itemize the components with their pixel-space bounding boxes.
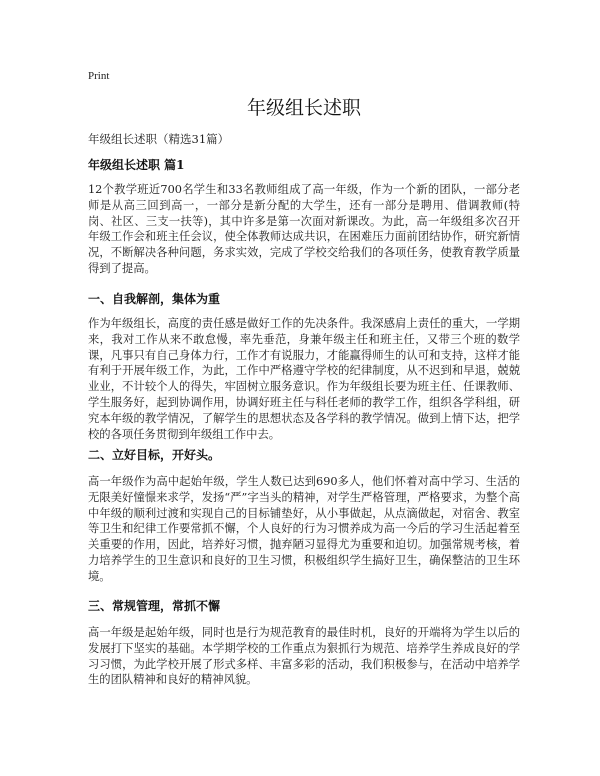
section-body-2: 高一年级作为高中起始年级，学生人数已达到690多人，他们怀着对高中学习、生活的无限美好憧憬来求学，发扬“严”字当头的精神，对学生严格管理，严格要求，为整个高中年级的顺利过渡和实现自己的目标铺垫好，从小事做起，从点滴做起，对宿舍、教室等卫生和纪律工作要常抓不懈，个人良好的行为习惯养成为高一今后的学习生活起着至关重要的作用，因此，培养好习惯，抛弃陋习显得尤为重要和迫切。加强常规考核，着力培养学生的卫生意识和良好的卫生习惯，积极组织学生搞好卫生，确保整洁的卫生环境。 (88, 475, 520, 583)
page-title: 年级组长述职 (246, 97, 361, 119)
section-heading-1: 一、自我解剖，集体为重 (88, 292, 221, 306)
section-body-1: 作为年级组长，高度的责任感是做好工作的先决条件。我深感肩上责任的重大，一学期来，我对工作从来不敢怠慢，率先垂范，身兼年级主任和班主任，又带三个班的数学课，凡事只有自己身体力行，工作才有说服力，才能赢得师生的认可和支持，这样才能有利于开展年级工作，为此，工作中严格遵守学校的纪律制度，从不迟到和早退，兢兢业业，不计较个人的得失，牢固树立服务意识。作为年级组长要为班主任、任课教师、学生服务好，起到协调作用，协调好班主任与科任老师的教学工作，组织各学科组，研究本年级的教学情况，了解学生的思想状态及各学科的教学情况。做到上情下达，把学校的各项任务贯彻到年级组工作中去。 (88, 317, 520, 441)
section-heading-2: 二、立好目标，开好头。 (88, 448, 221, 462)
intro-paragraph: 12个教学班近700名学生和33名教师组成了高一年级，作为一个新的团队，一部分老师是从高三回到高一，一部分是新分配的大学生，还有一部分是聘用、借调教师(特岗、社区、三支一扶等)，其中许多是第一次面对新课改。为此，高一年级组多次召开年级工作会和班主任会议，使全体教师达成共识，在困难压力面前团结协作，研究新情况，不断解决各种问题，务求实效，完成了学校交给我们的各项任务，使教育教学质量得到了提高。 (88, 183, 520, 275)
document-subtitle: 年级组长述职（精选31篇） (88, 132, 230, 146)
section-body-3: 高一年级是起始年级，同时也是行为规范教育的最佳时机，良好的开端将为学生以后的发展打下坚实的基础。本学期学校的工作重点为狠抓行为规范、培养学生养成良好的学习习惯，为此学校开展了形式多样、丰富多彩的活动，我们积极参与，在活动中培养学生的团队精神和良好的精神风貌。 (88, 626, 520, 687)
article-heading: 年级组长述职 篇1 (88, 158, 185, 172)
print-link[interactable]: Print (88, 70, 110, 82)
section-heading-3: 三、常规管理，常抓不懈 (88, 599, 221, 613)
